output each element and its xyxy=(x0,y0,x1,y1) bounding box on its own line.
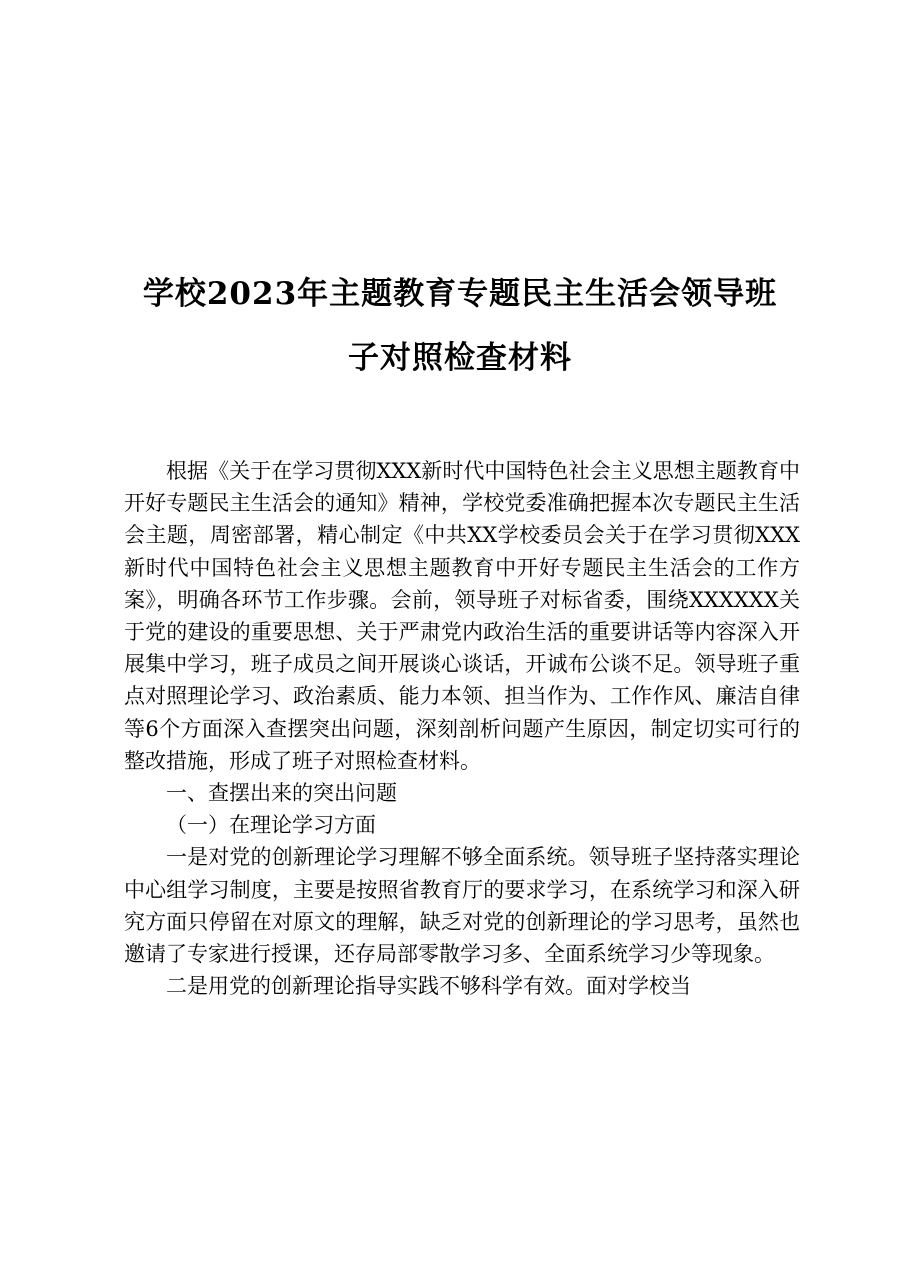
section-heading-1: 一、查摆出来的突出问题 xyxy=(166,781,397,806)
title-line-2: 子对照检查材料 xyxy=(348,340,572,376)
paragraph-point-2: 二是用党的创新理论指导实践不够科学有效。面对学校当 xyxy=(166,974,691,999)
subsection-heading-1: （一）在理论学习方面 xyxy=(166,813,376,838)
document-body xyxy=(124,455,800,1002)
title-line-1: 学校2023年主题教育专题民主生活会领导班 xyxy=(142,276,778,312)
paragraph-intro: 根据《关于在学习贯彻XXX新时代中国特色社会主义思想主题教育中开好专题民主生活会的通知》精神，学校党委准确把握本次专题民主生活会主题，周密部署，精心制定《中共XX学校委员会关于在学习贯彻XXX新时代中国特色社会主义思想主题教育中开好专题民主生活会的工作方案》，明确各环节工作步骤。会前，领导班子对标省委，围绕XXXXXX关于党的建设的重要思想、关于严肃党内政治生活的重要讲话等内容深入开展集中学习，班子成员之间开展谈心谈话，开诚布公谈不足。领导班子重点对照理论学习、政治素质、能力本领、担当作为、工作作风、廉洁自律等6个方面深入查摆突出问题，深刻剖析问题产生原因，制定切实可行的整改措施，形成了班子对照检查材料。 xyxy=(124,459,800,773)
paragraph-point-1: 一是对党的创新理论学习理解不够全面系统。领导班子坚持落实理论中心组学习制度，主要是按照省教育厅的要求学习，在系统学习和深入研究方面只停留在对原文的理解，缺乏对党的创新理论的学习思考，虽然也邀请了专家进行授课，还存局部零散学习多、全面系统学习少等现象。 xyxy=(124,845,800,967)
document-title xyxy=(120,262,800,390)
